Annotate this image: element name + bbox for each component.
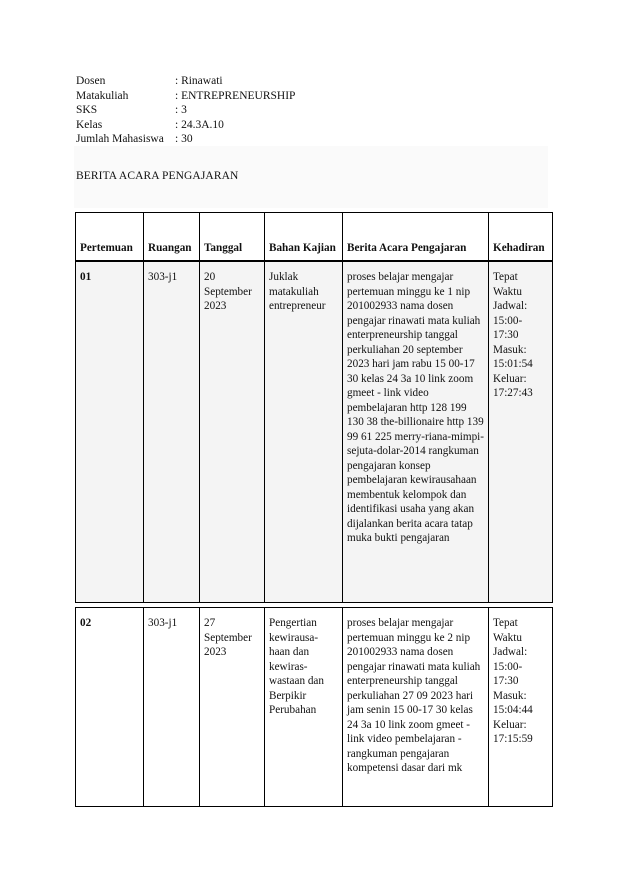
course-info [76,74,295,147]
info-label: Kelas [76,118,103,131]
kehadiran-line: Waktu [493,631,522,644]
cell-ruangan: 303-j1 [144,608,200,807]
header-pertemuan: Pertemuan [76,213,144,262]
table-row [76,261,553,603]
kehadiran-line: 17:15:59 [493,733,533,745]
cell-kehadiran [489,608,553,807]
cell-ruangan: 303-j1 [144,261,200,603]
kehadiran-line: 15:04:44 [493,704,533,716]
kehadiran-line: Keluar: [493,718,527,731]
kehadiran-line: Tepat [493,271,518,283]
kehadiran-line: 15:01:54 [493,358,533,370]
header-ruangan: Ruangan [144,213,200,262]
info-label: Dosen [76,75,106,87]
table-header-row [76,213,553,262]
header-kehadiran: Kehadiran [489,213,553,262]
info-label: SKS [76,104,98,116]
info-row-sks [76,103,295,118]
cell-bahan-kajian: Juklak matakuliah entrepreneur [265,261,343,603]
info-row-dosen [76,74,295,89]
cell-bahan-kajian: Pengertian kewirausa-haan dan kewiras-wastaan dan Berpikir Perubahan [265,608,343,807]
kehadiran-line: 15:00- [493,660,523,673]
info-value: : Rinawati [175,75,223,87]
header-tanggal: Tanggal [200,213,265,262]
kehadiran-line: Jadwal: [493,300,528,312]
table-row [76,608,553,807]
info-row-jumlah-mahasiswa [76,132,295,147]
kehadiran-line: Tepat [493,617,518,629]
kehadiran-line: Masuk: [493,689,527,702]
header-bahan-kajian: Bahan Kajian [265,213,343,262]
cell-berita-acara: proses belajar mengajar pertemuan minggu ke 1 nip 201002933 nama dosen pengajar rinawati mata kuliah enterpreneurship tanggal perkuliahan 20 september 2023 hari jam rabu 15 00-17 30 kelas 24 3a 10 link zoom gmeet - link video pembelajaran http 128 199 130 38 the-billionaire http 139 99 61 225 merry-riana-mimpi-sejuta-dolar-2014 rangkuman pengajaran konsep pembelajaran kewirausahaan membentuk kelompok dan identifikasi usaha yang akan dijalankan berita acara tatap muka bukti pengajaran [343,261,489,603]
info-row-matakuliah [76,89,295,104]
kehadiran-line: 15:00- [493,314,523,327]
cell-kehadiran [489,261,553,603]
kehadiran-line: 17:30 [493,329,519,341]
info-value: : 3 [175,104,187,116]
cell-pertemuan: 01 [76,261,144,603]
info-value: : 30 [175,133,193,145]
kehadiran-line: Keluar: [493,372,527,385]
kehadiran-line: Masuk: [493,343,527,356]
info-value: : ENTREPRENEURSHIP [175,89,296,102]
berita-acara-table [75,212,553,807]
cell-tanggal: 20 September 2023 [200,261,265,603]
info-row-kelas [76,118,295,133]
kehadiran-line: 17:30 [493,675,519,687]
cell-tanggal: 27 September 2023 [200,608,265,807]
header-berita-acara: Berita Acara Pengajaran [343,213,489,262]
page-title: BERITA ACARA PENGAJARAN [76,170,239,182]
cell-pertemuan: 02 [76,608,144,807]
kehadiran-line: Jadwal: [493,646,528,658]
cell-berita-acara: proses belajar mengajar pertemuan minggu ke 2 nip 201002933 nama dosen pengajar rinawati mata kuliah enterpreneurship tanggal perkuliahan 27 09 2023 hari jam senin 15 00-17 30 kelas 24 3a 10 link zoom gmeet - link video pembelajaran - rangkuman pengajaran kompetensi dasar dari mk [343,608,489,807]
info-label: Matakuliah [76,89,129,102]
info-value: : 24.3A.10 [175,118,224,131]
info-label: Jumlah Mahasiswa [76,133,164,145]
kehadiran-line: Waktu [493,285,522,298]
kehadiran-line: 17:27:43 [493,387,533,399]
